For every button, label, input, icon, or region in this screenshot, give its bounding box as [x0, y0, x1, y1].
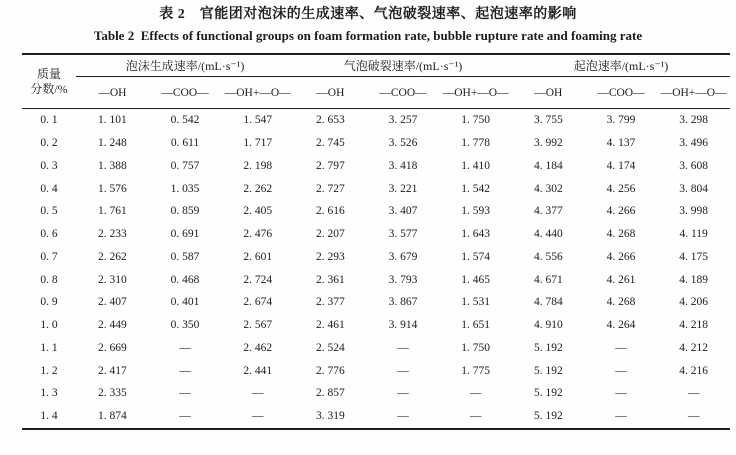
- value-cell: 2. 797: [315, 159, 345, 172]
- table-row: [22, 359, 730, 382]
- mass-fraction-cell: 0. 9: [40, 296, 58, 309]
- value-cell: —: [469, 410, 482, 423]
- value-cell: 5. 192: [533, 387, 563, 400]
- value-cell: 2. 462: [243, 341, 273, 354]
- value-cell: 1. 410: [461, 159, 491, 172]
- value-cell: 1. 542: [461, 182, 491, 195]
- value-cell: 3. 867: [388, 296, 418, 309]
- table-row: [22, 405, 730, 429]
- value-cell: 1. 761: [98, 205, 127, 218]
- value-cell: 2. 449: [98, 319, 127, 332]
- group-header-foam-formation-rate: 泡沫生成速率/(mL·s⁻¹): [76, 54, 294, 77]
- value-cell: 1. 101: [98, 114, 127, 127]
- col-header-oh: —OH: [294, 77, 367, 109]
- value-cell: 3. 793: [388, 273, 418, 286]
- table-row: [22, 337, 730, 360]
- mass-fraction-cell: 0. 5: [40, 205, 58, 218]
- value-cell: 3. 257: [388, 114, 418, 127]
- value-cell: 1. 750: [461, 114, 491, 127]
- value-cell: 2. 377: [315, 296, 345, 309]
- value-cell: —: [469, 387, 482, 400]
- value-cell: 5. 192: [533, 364, 563, 377]
- value-cell: —: [687, 387, 700, 400]
- mass-fraction-cell: 0. 4: [40, 182, 58, 195]
- mass-fraction-cell: 0. 8: [40, 273, 58, 286]
- value-cell: 2. 653: [315, 114, 345, 127]
- mass-fraction-cell: 1. 1: [40, 341, 58, 354]
- value-cell: 2. 616: [315, 205, 345, 218]
- value-cell: 4. 910: [533, 319, 563, 332]
- value-cell: 4. 218: [679, 319, 709, 332]
- mass-fraction-cell: 0. 2: [40, 137, 58, 150]
- value-cell: 4. 266: [606, 205, 636, 218]
- value-cell: 3. 407: [388, 205, 418, 218]
- value-cell: 3. 998: [679, 205, 709, 218]
- value-cell: 1. 775: [461, 364, 491, 377]
- table-row: [22, 268, 730, 291]
- value-cell: 1. 717: [243, 137, 273, 150]
- value-cell: 2. 669: [98, 341, 127, 354]
- value-cell: —: [179, 364, 191, 377]
- value-cell: 4. 184: [533, 159, 563, 172]
- value-cell: 2. 476: [243, 228, 273, 241]
- value-cell: 2. 262: [243, 182, 273, 195]
- mass-fraction-cell: 0. 6: [40, 228, 58, 241]
- col-header-oh-plus-o: —OH+—O—: [221, 77, 294, 109]
- value-cell: 2. 524: [315, 341, 345, 354]
- table-title-en: Table 2 Effects of functional groups on foam formation rate, bubble rupture rate and foaming rate: [93, 28, 643, 43]
- value-cell: —: [179, 410, 191, 423]
- value-cell: 1. 651: [461, 319, 491, 332]
- mass-label-line1: 质量: [37, 66, 62, 81]
- value-cell: 2. 335: [98, 387, 127, 400]
- value-cell: 2. 776: [315, 364, 345, 377]
- value-cell: 2. 745: [315, 137, 345, 150]
- value-cell: —: [615, 364, 627, 377]
- value-cell: 4. 256: [606, 182, 636, 195]
- value-cell: —: [397, 341, 409, 354]
- value-cell: 1. 531: [461, 296, 491, 309]
- col-header-oh: —OH: [76, 77, 149, 109]
- value-cell: 3. 496: [679, 137, 709, 150]
- value-cell: 1. 248: [98, 137, 127, 150]
- value-cell: —: [615, 410, 627, 423]
- value-cell: 2. 361: [315, 273, 345, 286]
- value-cell: 4. 671: [533, 273, 563, 286]
- value-cell: 3. 298: [679, 114, 709, 127]
- value-cell: 3. 608: [679, 159, 709, 172]
- value-cell: 3. 526: [388, 137, 418, 150]
- value-cell: 4. 137: [606, 137, 636, 150]
- value-cell: 4. 189: [679, 273, 709, 286]
- value-cell: 2. 674: [243, 296, 273, 309]
- subheader-row: [22, 77, 730, 109]
- value-cell: 4. 556: [533, 250, 563, 263]
- value-cell: 4. 268: [606, 296, 636, 309]
- value-cell: 2. 207: [315, 228, 345, 241]
- value-cell: 4. 268: [606, 228, 636, 241]
- col-header-oh-plus-o: —OH+—O—: [439, 77, 512, 109]
- table-row: [22, 109, 730, 132]
- value-cell: 2. 293: [315, 250, 345, 263]
- value-cell: 1. 576: [98, 182, 127, 195]
- value-cell: 0. 468: [170, 273, 200, 286]
- mass-fraction-cell: 0. 1: [40, 114, 58, 127]
- value-cell: 3. 992: [533, 137, 563, 150]
- value-cell: 2. 405: [243, 205, 273, 218]
- table-row: [22, 200, 730, 223]
- group-header-bubble-rupture-rate: 气泡破裂速率/(mL·s⁻¹): [294, 54, 512, 77]
- value-cell: 4. 216: [679, 364, 709, 377]
- value-cell: —: [397, 387, 409, 400]
- value-cell: 1. 593: [461, 205, 491, 218]
- table-body: [22, 109, 730, 429]
- table-row: [22, 246, 730, 269]
- value-cell: —: [615, 387, 627, 400]
- value-cell: —: [615, 341, 627, 354]
- col-header-oh: —OH: [512, 77, 585, 109]
- table-row: [22, 177, 730, 200]
- value-cell: 4. 174: [606, 159, 636, 172]
- value-cell: 2. 310: [98, 273, 127, 286]
- value-cell: 0. 350: [170, 319, 200, 332]
- value-cell: —: [397, 364, 409, 377]
- value-cell: 0. 587: [170, 250, 200, 263]
- value-cell: 2. 601: [243, 250, 273, 263]
- col-header-coo: —COO—: [585, 77, 658, 109]
- table-row: [22, 291, 730, 314]
- value-cell: 1. 388: [98, 159, 127, 172]
- row-header-mass-fraction: [22, 54, 76, 109]
- col-header-coo: —COO—: [149, 77, 222, 109]
- value-cell: 5. 192: [533, 410, 563, 423]
- table-row: [22, 382, 730, 405]
- value-cell: 2. 567: [243, 319, 273, 332]
- value-cell: 0. 859: [170, 205, 200, 218]
- rates-table: [22, 53, 730, 430]
- mass-fraction-cell: 1. 2: [40, 364, 58, 377]
- value-cell: 3. 319: [315, 410, 345, 423]
- value-cell: 3. 755: [533, 114, 563, 127]
- value-cell: 2. 727: [315, 182, 345, 195]
- value-cell: 4. 175: [679, 250, 709, 263]
- value-cell: 2. 233: [98, 228, 127, 241]
- value-cell: 2. 198: [243, 159, 273, 172]
- value-cell: 1. 547: [243, 114, 273, 127]
- mass-fraction-cell: 1. 0: [40, 319, 58, 332]
- value-cell: 3. 679: [388, 250, 418, 263]
- group-header-foaming-rate: 起泡速率/(mL·s⁻¹): [512, 54, 730, 77]
- value-cell: 2. 262: [98, 250, 127, 263]
- value-cell: 0. 757: [170, 159, 200, 172]
- value-cell: 2. 441: [243, 364, 273, 377]
- value-cell: 4. 266: [606, 250, 636, 263]
- value-cell: 1. 750: [461, 341, 491, 354]
- value-cell: 2. 407: [98, 296, 127, 309]
- value-cell: —: [179, 341, 191, 354]
- value-cell: —: [251, 387, 264, 400]
- value-cell: 4. 302: [533, 182, 563, 195]
- value-cell: 4. 261: [606, 273, 636, 286]
- value-cell: 4. 440: [533, 228, 563, 241]
- group-header-row: [22, 54, 730, 77]
- value-cell: 0. 542: [170, 114, 200, 127]
- value-cell: 1. 874: [98, 410, 127, 423]
- value-cell: 4. 212: [679, 341, 709, 354]
- mass-fraction-cell: 1. 3: [40, 387, 58, 400]
- value-cell: 4. 784: [533, 296, 563, 309]
- table-row: [22, 314, 730, 337]
- value-cell: —: [179, 387, 191, 400]
- value-cell: 4. 377: [533, 205, 563, 218]
- mass-fraction-cell: 0. 3: [40, 159, 58, 172]
- value-cell: 2. 724: [243, 273, 273, 286]
- value-cell: 1. 465: [461, 273, 491, 286]
- value-cell: 1. 643: [461, 228, 491, 241]
- value-cell: —: [397, 410, 409, 423]
- value-cell: 0. 691: [170, 228, 200, 241]
- value-cell: 4. 264: [606, 319, 636, 332]
- value-cell: 3. 577: [388, 228, 418, 241]
- value-cell: —: [687, 410, 700, 423]
- table-row: [22, 223, 730, 246]
- value-cell: 2. 857: [315, 387, 345, 400]
- value-cell: 4. 206: [679, 296, 709, 309]
- col-header-coo: —COO—: [367, 77, 440, 109]
- value-cell: 1. 778: [461, 137, 491, 150]
- table-row: [22, 132, 730, 155]
- table-row: [22, 155, 730, 178]
- value-cell: 4. 119: [679, 228, 708, 241]
- value-cell: 0. 611: [170, 137, 200, 150]
- value-cell: 3. 799: [606, 114, 636, 127]
- value-cell: 3. 418: [388, 159, 418, 172]
- mass-fraction-cell: 0. 7: [40, 250, 58, 263]
- value-cell: 5. 192: [533, 341, 563, 354]
- table-title-zh: 表 2 官能团对泡沫的生成速率、气泡破裂速率、起泡速率的影响: [159, 7, 577, 22]
- mass-label-line2: 分数/%: [30, 81, 68, 96]
- value-cell: 3. 914: [388, 319, 418, 332]
- value-cell: —: [251, 410, 264, 423]
- value-cell: 0. 401: [170, 296, 200, 309]
- value-cell: 1. 574: [461, 250, 491, 263]
- value-cell: 3. 804: [679, 182, 709, 195]
- value-cell: 1. 035: [170, 182, 200, 195]
- value-cell: 3. 221: [388, 182, 418, 195]
- value-cell: 2. 461: [315, 319, 345, 332]
- col-header-oh-plus-o: —OH+—O—: [657, 77, 730, 109]
- value-cell: 2. 417: [98, 364, 127, 377]
- mass-fraction-cell: 1. 4: [40, 410, 58, 423]
